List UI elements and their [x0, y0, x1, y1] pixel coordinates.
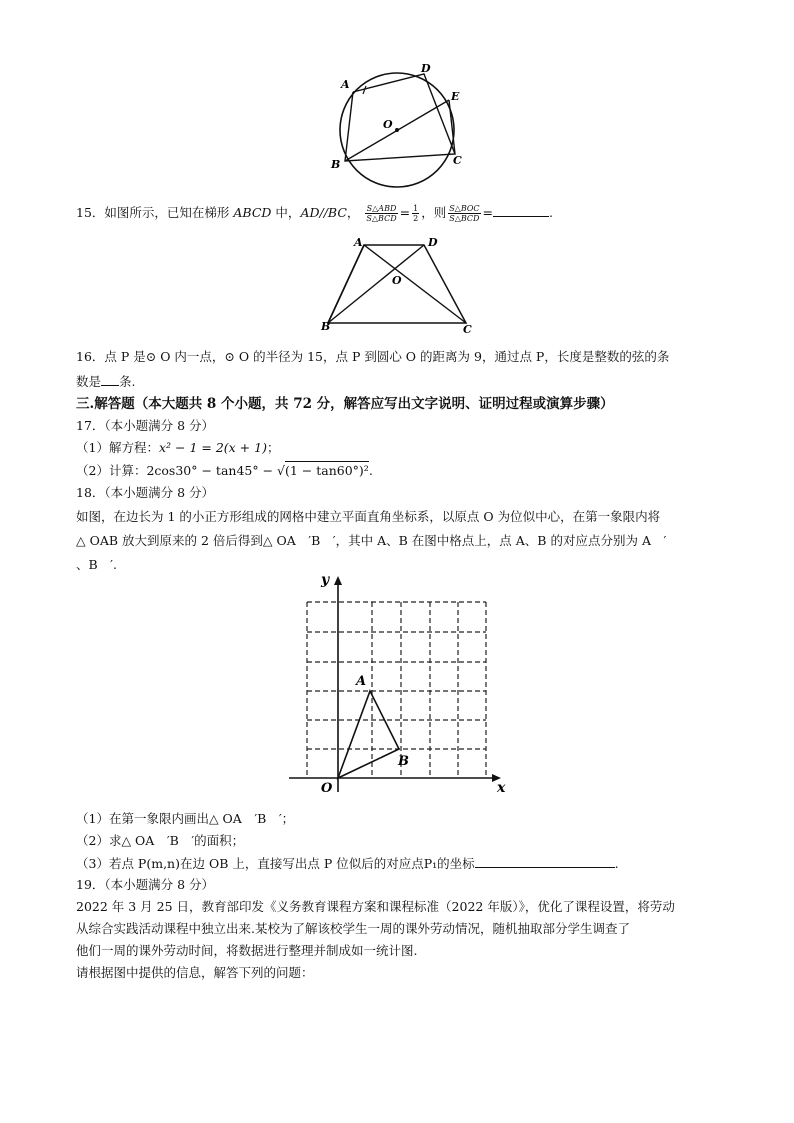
q19-title: 19．（本小题满分 8 分） [76, 877, 215, 892]
q19-line-4: 请根据图中提供的信息，解答下列的问题： [76, 965, 314, 980]
q15-answer-blank[interactable] [493, 204, 549, 217]
q16-line-1: 16．点 P 是⊙ O 内一点，⊙ O 的半径为 15，点 P 到圆心 O 的距离为 9，通过点 P，长度是整数的弦的条 [76, 349, 670, 364]
q15-number: 15． [76, 205, 105, 220]
q18-part-1: （1）在第一象限内画出△ OA ′B ′； [76, 811, 295, 826]
q15-half-den: 2 [413, 214, 419, 223]
grid-lines [307, 602, 486, 778]
q15-text-c: ，则 [421, 205, 447, 220]
q19-line-2: 从综合实践活动课程中独立出来.某校为了解该校学生一周的课外劳动情况，随机抽取部分学生调查了 [76, 921, 630, 936]
q17-p2-expr: 2cos30° − tan45° − [146, 463, 278, 478]
q15-frac2-den: S△BCD [449, 214, 480, 223]
y-axis-arrow-icon [334, 576, 342, 585]
q15-end: . [549, 205, 554, 220]
trap-label-d: D [428, 236, 438, 249]
q18-p3b: . [614, 856, 619, 871]
circle-label-b: B [331, 158, 341, 171]
q15-eq2: = [482, 205, 494, 220]
q15-comma: ， [346, 205, 360, 220]
q18-part-2: （2）求△ OA ′B ′的面积； [76, 833, 245, 848]
q18-line-1: 如图，在边长为 1 的小正方形组成的网格中建立平面直角坐标系，以原点 O 为位似中心，在第一象限内将 [76, 509, 661, 524]
question-15 [76, 204, 553, 223]
q18-p3a: （3）若点 P(m,n)在边 OB 上，直接写出点 P 位似后的对应点P₁的坐标 [76, 856, 475, 871]
q15-text-a: 如图所示，已知在梯形 [104, 205, 230, 220]
q18-answer-blank[interactable] [475, 855, 615, 868]
q16-line-2 [76, 373, 136, 390]
grid-label-y: y [321, 572, 330, 588]
q15-abcd: ABCD [233, 205, 272, 220]
circle-label-e: E [451, 90, 460, 103]
q17-p2-end: . [368, 463, 373, 478]
q17-p2-sqrt: (1 − tan60°)² [285, 463, 369, 478]
q17-p1-eq: x² − 1 = 2(x + 1) [158, 440, 267, 455]
grid-label-x: x [497, 780, 506, 796]
grid-label-a: A [356, 674, 367, 689]
grid-figure [285, 570, 515, 800]
circle-figure [325, 60, 485, 200]
q17-part-1 [76, 440, 279, 456]
q18-line-3: 、B ′. [76, 557, 117, 572]
q15-frac1-den: S△BCD [366, 214, 397, 223]
trap-label-c: C [463, 323, 472, 336]
q17-p1-label: （1）解方程： [76, 440, 159, 455]
trapezoid-figure [318, 236, 483, 336]
q15-frac1-num: S△ABD [366, 204, 397, 213]
q17-p1-end: ； [266, 440, 280, 455]
q15-fraction-1 [365, 204, 397, 223]
sqrt-symbol: √ [277, 463, 285, 478]
trap-label-o: O [392, 274, 402, 287]
q17-part-2 [76, 463, 373, 479]
q19-line-3: 他们一周的课外劳动时间，将数据进行整理并制成如一统计图. [76, 943, 418, 958]
q15-text-b: 中， [275, 205, 301, 220]
q16-line-2a: 数是 [76, 374, 102, 389]
circle-label-o: O [383, 118, 393, 131]
q17-title: 17．（本小题满分 8 分） [76, 418, 215, 433]
trap-label-b: B [321, 320, 331, 333]
q18-part-3 [76, 855, 619, 872]
circle-label-d: D [421, 62, 431, 75]
q19-line-1: 2022 年 3 月 25 日，教育部印发《义务教育课程方案和课程标准（2022 年版）》，优化了课程设置，将劳动 [76, 899, 675, 914]
q15-eq: = [399, 205, 411, 220]
trap-label-a: A [354, 236, 363, 249]
q15-frac2-num: S△BOC [449, 204, 480, 213]
q17-p2-label: （2）计算： [76, 463, 147, 478]
q15-fraction-half [412, 204, 419, 223]
q16-answer-blank[interactable] [101, 373, 119, 386]
q18-title: 18．（本小题满分 8 分） [76, 485, 215, 500]
triangle-oab [338, 691, 399, 778]
q15-half-num: 1 [413, 204, 419, 213]
q15-fraction-2 [448, 204, 480, 223]
circle-label-c: C [453, 154, 462, 167]
q18-line-2: △ OAB 放大到原来的 2 倍后得到△ OA ′B ′，其中 A、B 在图中格点上，点 A、B 的对应点分别为 A ′ [76, 533, 667, 548]
grid-label-o: O [321, 781, 333, 796]
section-3-heading: 三.解答题（本大题共 8 个小题，共 72 分，解答应写出文字说明、证明过程或演算步骤） [76, 396, 614, 412]
q15-parallel: AD//BC [300, 205, 347, 220]
circle-label-a: A [341, 78, 350, 91]
q16-line-2b: 条. [119, 374, 136, 389]
grid-label-b: B [398, 754, 409, 769]
